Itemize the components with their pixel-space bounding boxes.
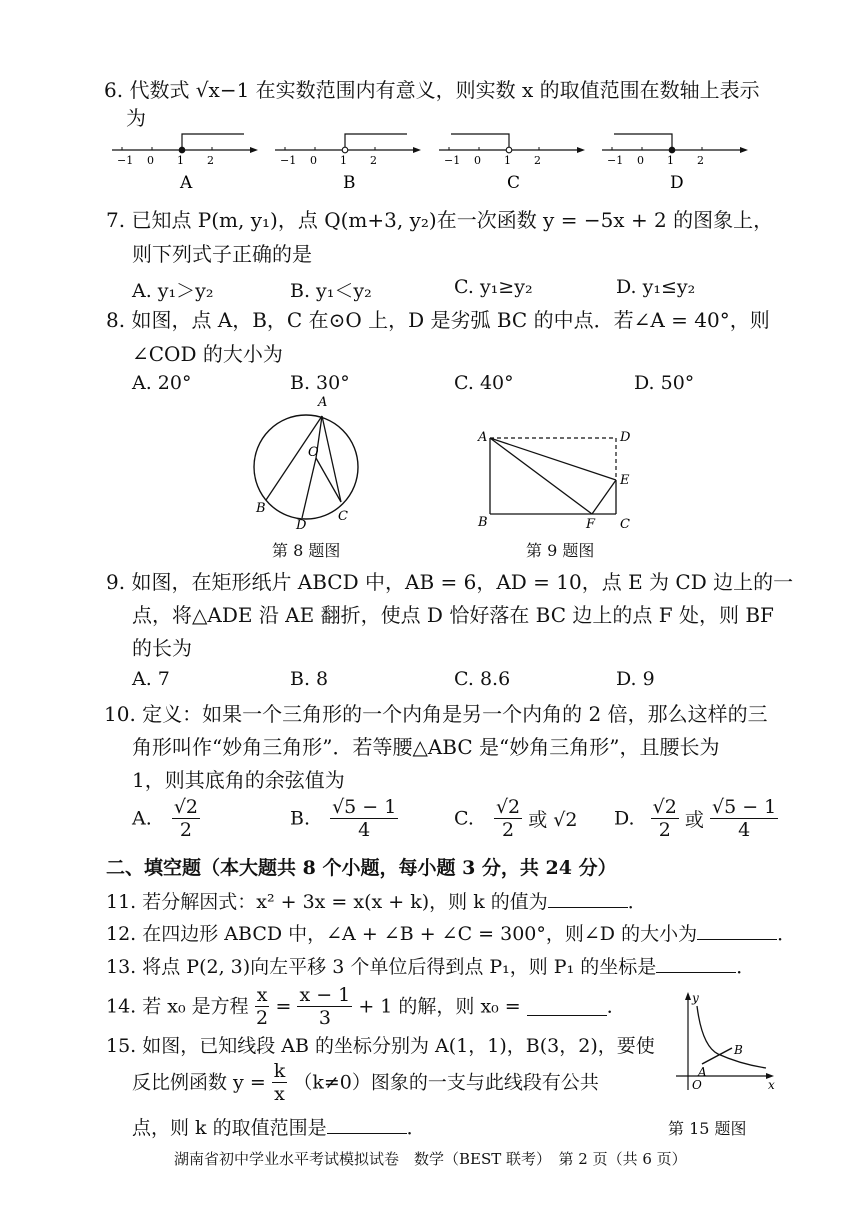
number-line-tick-label: 0	[147, 154, 154, 167]
fig9-caption: 第 9 题图	[526, 541, 595, 560]
q9-line3: 的长为	[132, 636, 192, 660]
q15-line2: 反比例函数 y = $\frac{k}{x}$ （k≠0）图象的一支与此线段有公共	[132, 1060, 599, 1105]
q9-option-a: A. 7	[132, 668, 170, 690]
fig9-label-e: E	[620, 473, 630, 488]
number-line-option-label: A	[180, 173, 193, 193]
q8-line2: ∠COD 的大小为	[132, 342, 283, 366]
q7-option-a: A. y₁＞y₂	[132, 280, 214, 302]
q10-line2: 角形叫作“妙角三角形”．若等腰△ABC 是“妙角三角形”，且腰长为	[132, 735, 720, 759]
q15-line1: 15. 如图，已知线段 AB 的坐标分别为 A(1，1)，B(3，2)，要使	[106, 1035, 655, 1057]
number-line-tick-label: 0	[637, 154, 644, 167]
number-line-option-label: B	[343, 173, 356, 193]
number-line-tick-label: 1	[667, 154, 674, 167]
q7-option-d: D. y₁≤y₂	[616, 276, 696, 298]
q10-line1: 10. 定义：如果一个三角形的一个内角是另一个内角的 2 倍，那么这样的三	[104, 702, 768, 726]
number-line-endpoint	[342, 147, 348, 153]
number-line-tick-label: −1	[444, 154, 461, 167]
number-line-option-label: C	[507, 173, 521, 193]
fig9-label-f: F	[586, 517, 596, 532]
number-line-tick-label: −1	[280, 154, 297, 167]
number-line-tick-label: 2	[697, 154, 704, 167]
number-line-tick-label: 0	[310, 154, 317, 167]
fig9-label-c: C	[620, 517, 630, 532]
q11-answer-blank[interactable]	[548, 889, 628, 908]
q15-line3: 点，则 k 的取值范围是 ．	[132, 1117, 426, 1139]
q10-option-b: B. $\frac{√5 - 1}{4}$	[290, 796, 397, 841]
fig15-label-b: B	[734, 1043, 743, 1057]
q8-option-c: C. 40°	[454, 372, 514, 394]
number-line-tick-label: 1	[504, 154, 511, 167]
q9-line2: 点，将△ADE 沿 AE 翻折，使点 D 恰好落在 BC 边上的点 F 处，则 BF	[132, 603, 774, 627]
number-line-tick-label: 0	[474, 154, 481, 167]
number-line-tick-label: 2	[370, 154, 377, 167]
q8-option-a: A. 20°	[132, 372, 192, 394]
section-2-heading: 二、填空题（本大题共 8 个小题，每小题 3 分，共 24 分）	[106, 857, 617, 879]
q12-answer-blank[interactable]	[697, 921, 777, 940]
number-line-endpoint	[669, 147, 675, 153]
fig8-label-c: C	[338, 509, 348, 524]
fig8-caption: 第 8 题图	[272, 541, 341, 560]
q9-option-b: B. 8	[290, 668, 329, 690]
figure-8-circle	[246, 394, 376, 534]
number-line-tick-label: 1	[340, 154, 347, 167]
q10-option-c: C. $\frac{√2}{2}$ 或 √2	[454, 796, 578, 841]
q7-option-b: B. y₁＜y₂	[290, 280, 372, 302]
number-line-tick-label: 2	[534, 154, 541, 167]
fig8-label-o: O	[308, 445, 319, 460]
number-line-tick-label: 2	[207, 154, 214, 167]
q13: 13. 将点 P(2, 3)向左平移 3 个单位后得到点 P₁，则 P₁ 的坐标是 ．	[106, 956, 756, 978]
q8-line1: 8. 如图，点 A，B，C 在⊙O 上，D 是劣弧 BC 的中点．若∠A = 40°，则	[106, 308, 770, 332]
fig15-label-a: A	[698, 1065, 707, 1079]
fig9-label-a: A	[478, 430, 488, 445]
q14: 14. 若 x₀ 是方程 $\frac{x}{2}$ = $\frac{x - 1}{3}$ + 1 的解，则 x₀ = ．	[106, 984, 626, 1029]
fig15-label-x: x	[768, 1078, 775, 1092]
q9-option-c: C. 8.6	[454, 668, 511, 690]
q7-option-c: C. y₁≥y₂	[454, 276, 533, 298]
q6-line2: 为	[126, 106, 146, 130]
fig9-label-d: D	[620, 430, 631, 445]
q10-option-a: A. $\frac{√2}{2}$	[132, 796, 199, 841]
figure-9-rectangle	[474, 424, 644, 536]
q12: 12. 在四边形 ABCD 中，∠A + ∠B + ∠C = 300°，则∠D 的大小为 ．	[106, 923, 797, 945]
q11: 11. 若分解因式：x² + 3x = x(x + k)，则 k 的值为 ．	[106, 891, 647, 913]
number-line-endpoint	[506, 147, 512, 153]
number-line-endpoint	[179, 147, 185, 153]
q15-answer-blank[interactable]	[327, 1115, 407, 1134]
q6-line1: 6. 代数式 √x−1 在实数范围内有意义，则实数 x 的取值范围在数轴上表示	[104, 78, 760, 102]
figure-15-graph	[670, 990, 780, 1094]
q8-option-d: D. 50°	[634, 372, 695, 394]
number-line-tick-label: −1	[117, 154, 134, 167]
q10-line3: 1，则其底角的余弦值为	[132, 768, 345, 792]
q9-option-d: D. 9	[616, 668, 655, 690]
q7-line1: 7. 已知点 P(m, y₁)，点 Q(m+3, y₂)在一次函数 y = −5x + 2 的图象上，	[106, 208, 774, 232]
q10-option-d: D. $\frac{√2}{2}$ 或 $\frac{√5 - 1}{4}$	[614, 796, 777, 841]
fig8-label-a: A	[318, 395, 328, 410]
q9-line1: 9. 如图，在矩形纸片 ABCD 中，AB = 6，AD = 10，点 E 为 CD 边上的一	[106, 570, 794, 594]
number-line-tick-label: 1	[177, 154, 184, 167]
number-line-option-label: D	[670, 173, 684, 193]
q6-number-lines	[112, 128, 762, 198]
q7-line2: 则下列式子正确的是	[132, 242, 312, 266]
fig8-label-b: B	[256, 501, 266, 516]
q14-answer-blank[interactable]	[527, 997, 607, 1016]
fig15-caption: 第 15 题图	[668, 1119, 747, 1138]
fig8-label-d: D	[296, 518, 307, 533]
page-footer: 湖南省初中学业水平考试模拟试卷 数学（BEST 联考） 第 2 页（共 6 页）	[174, 1150, 687, 1168]
fig9-label-b: B	[478, 515, 488, 530]
fig15-label-y: y	[692, 991, 699, 1005]
q8-option-b: B. 30°	[290, 372, 350, 394]
fig15-label-o: O	[692, 1078, 702, 1092]
q13-answer-blank[interactable]	[656, 954, 736, 973]
number-line-tick-label: −1	[607, 154, 624, 167]
